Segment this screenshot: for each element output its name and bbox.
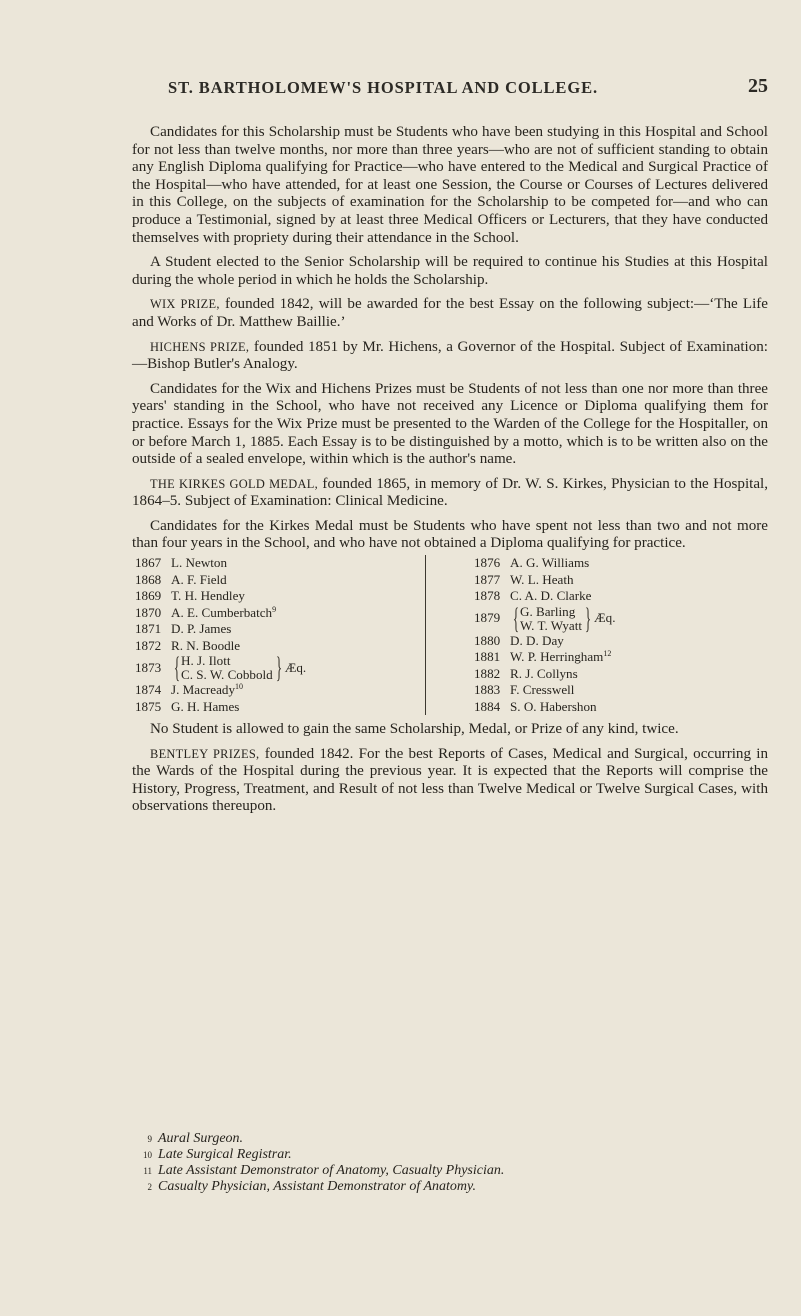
winner-year: 1884 (474, 698, 501, 714)
footnote-text: Casualty Physician, Assistant Demonstrator of Anatomy. (158, 1179, 476, 1194)
winner-name: D. P. James (171, 621, 232, 637)
winner-entry (135, 682, 425, 699)
footnote-number: 11 (143, 1166, 152, 1176)
winner-name: G. Barling (520, 603, 576, 619)
winner-year: 1879 (474, 610, 501, 626)
winner-year: 1878 (474, 588, 501, 604)
winner-year: 1869 (135, 588, 162, 604)
winners-column-right (426, 555, 768, 715)
hichens-prize-title: HICHENS PRIZE, (150, 339, 250, 354)
winner-entry (474, 633, 768, 650)
winner-name: S. O. Habershon (510, 698, 597, 714)
joint-winner-names (181, 654, 273, 682)
header-title: ST. BARTHOLOMEW'S HOSPITAL AND COLLEGE. (168, 78, 598, 97)
aequo-note: Æq. (594, 610, 616, 626)
page-body (132, 124, 768, 823)
winner-name: A. G. Williams (510, 555, 590, 571)
footnote-text: Late Assistant Demonstrator of Anatomy, Casualty Physician. (158, 1163, 505, 1178)
footnote (132, 1163, 768, 1179)
bentley-prizes-paragraph (132, 746, 768, 816)
winner-name: T. H. Hendley (171, 588, 245, 604)
footnote-number: 2 (147, 1182, 152, 1192)
winner-entry (135, 651, 425, 685)
footnote-text: Aural Surgeon. (158, 1131, 244, 1146)
winner-entry (135, 555, 425, 572)
winner-year: 1872 (135, 637, 162, 653)
winner-name: A. E. Cumberbatch$^9$ (171, 604, 277, 620)
winner-entry (474, 699, 768, 716)
wix-prize-paragraph (132, 296, 768, 331)
winner-entry (474, 555, 768, 572)
winner-entry (135, 605, 425, 622)
running-header (132, 75, 768, 100)
wix-prize-title: WIX PRIZE, (150, 297, 220, 312)
winners-column-left (132, 555, 426, 715)
winner-name: R. N. Boodle (171, 637, 241, 653)
winner-name: L. Newton (171, 555, 228, 571)
kirkes-medal-text: founded 1865, in memory of Dr. W. S. Kirkes, Physician to the Hospital, 1864–5. Subject of Examination: Clinical Medicine. (132, 475, 768, 510)
winner-year: 1868 (135, 571, 162, 587)
hichens-prize-paragraph (132, 339, 768, 374)
winner-year: 1876 (474, 555, 501, 571)
footnote-marker: 12 (603, 649, 612, 659)
winner-name: W. P. Herringham$^{12}$ (510, 649, 612, 665)
winner-name: C. A. D. Clarke (510, 588, 592, 604)
senior-scholarship-paragraph: A Student elected to the Senior Scholarship will be required to continue his Studies at this Hospital during the whole period in which he holds the Scholarship. (132, 254, 768, 288)
bentley-prizes-text: founded 1842. For the best Reports of Cases, Medical and Surgical, occurring in the Wards of the Hospital during the previous year. It is expected that the Reports will comprise the History, Progress, Treatment, and Result of not less than Twelve Medical or Twelve Surgical Cases, with observations thereupon. (132, 745, 768, 815)
winner-year: 1883 (474, 682, 501, 698)
kirkes-candidates-paragraph: Candidates for the Kirkes Medal must be Students who have spent not less than two and not more than four years in the School, and who have not obtained a Diploma qualifying for practice. (132, 517, 768, 552)
footnote-number: 9 (147, 1134, 152, 1144)
footnotes (132, 1131, 768, 1195)
no-student-twice-paragraph: No Student is allowed to gain the same Scholarship, Medal, or Prize of any kind, twice. (150, 721, 679, 738)
winner-year: 1875 (135, 698, 162, 714)
winner-name: D. D. Day (510, 632, 564, 648)
footnote-number: 10 (143, 1150, 152, 1160)
footnote (132, 1131, 768, 1147)
footnote-text: Late Surgical Registrar. (158, 1147, 292, 1162)
aequo-note: Æq. (284, 659, 307, 675)
joint-winners (171, 651, 307, 685)
winner-entry (474, 682, 768, 699)
winner-year: 1882 (474, 665, 501, 681)
winner-name: W. T. Wyatt (520, 617, 583, 633)
footnote-marker: 9 (272, 604, 277, 614)
joint-winners (510, 601, 616, 635)
scholarship-conditions-paragraph: Candidates for this Scholarship must be Students who have been studying in this Hospital and School for not less than twelve months, nor more than three years—who are not of sufficient standing to obtain any English Diploma qualifying for Practice—who have entered to the Medical and Surgical Practice of the Hospital—who have attended, for at least one Session, the Course or Courses of Lectures delivered in this College, on the subjects of examination for the Scholarship to be competed for—and who can produce a Testimonial, signed by at least three Medical Officers or Lecturers, that they have conducted themselves with propriety during their attendance in the School. (132, 124, 768, 246)
winner-entry (474, 601, 768, 635)
winner-year: 1873 (135, 659, 162, 675)
page-number: 25 (748, 75, 768, 97)
winner-name: C. S. W. Cobbold (181, 667, 273, 683)
left-brace: { (173, 651, 181, 685)
right-brace: } (584, 601, 592, 635)
winner-year: 1881 (474, 649, 501, 665)
right-brace: } (275, 651, 282, 685)
winner-name: R. J. Collyns (510, 665, 578, 681)
winner-year: 1877 (474, 571, 501, 587)
winner-entry (474, 666, 768, 683)
kirkes-medal-paragraph (132, 476, 768, 511)
winner-name: W. L. Heath (510, 571, 574, 587)
hichens-prize-text: founded 1851 by Mr. Hichens, a Governor of the Hospital. Subject of Examination:—Bishop Butler's Analogy. (132, 338, 768, 373)
winner-name: H. J. Ilott (181, 653, 231, 669)
wix-hichens-candidates-paragraph: Candidates for the Wix and Hichens Prizes must be Students of not less than one nor more than three years' standing in the School, who have not received any Licence or Diploma qualifying them for practice. Essays for the Wix Prize must be presented to the Warden of the College for the Hospitaller, on or before March 1, 1885. Each Essay is to be distinguished by a motto, which is to be written also on the outside of a sealed envelope, within which is the author's name. (132, 380, 768, 468)
winner-name: J. Macready$^{10}$ (171, 682, 243, 698)
winner-entry (135, 572, 425, 589)
winner-name: A. F. Field (171, 571, 227, 587)
left-brace: { (512, 601, 520, 635)
winner-name: F. Cresswell (510, 682, 575, 698)
bentley-prizes-title: BENTLEY PRIZES, (150, 746, 260, 761)
winner-entry (135, 699, 425, 716)
winner-entry (135, 588, 425, 605)
kirkes-medal-title: THE KIRKES GOLD MEDAL, (150, 476, 319, 491)
winner-year: 1880 (474, 632, 501, 648)
winner-entry (474, 572, 768, 589)
winner-entry (135, 621, 425, 638)
wix-prize-text: founded 1842, will be awarded for the best Essay on the following subject:—‘The Life and Works of Dr. Matthew Baillie.’ (132, 296, 769, 330)
winner-year: 1867 (135, 555, 162, 571)
winner-year: 1874 (135, 682, 162, 698)
footnote-marker: 10 (235, 682, 243, 692)
winner-entry (474, 649, 768, 666)
winner-year: 1871 (135, 621, 162, 637)
winner-name: G. H. Hames (171, 698, 240, 714)
medal-winners-list (132, 555, 768, 715)
footnote (132, 1147, 768, 1163)
joint-winner-names (520, 605, 582, 633)
footnote (132, 1179, 768, 1195)
winner-year: 1870 (135, 604, 162, 620)
